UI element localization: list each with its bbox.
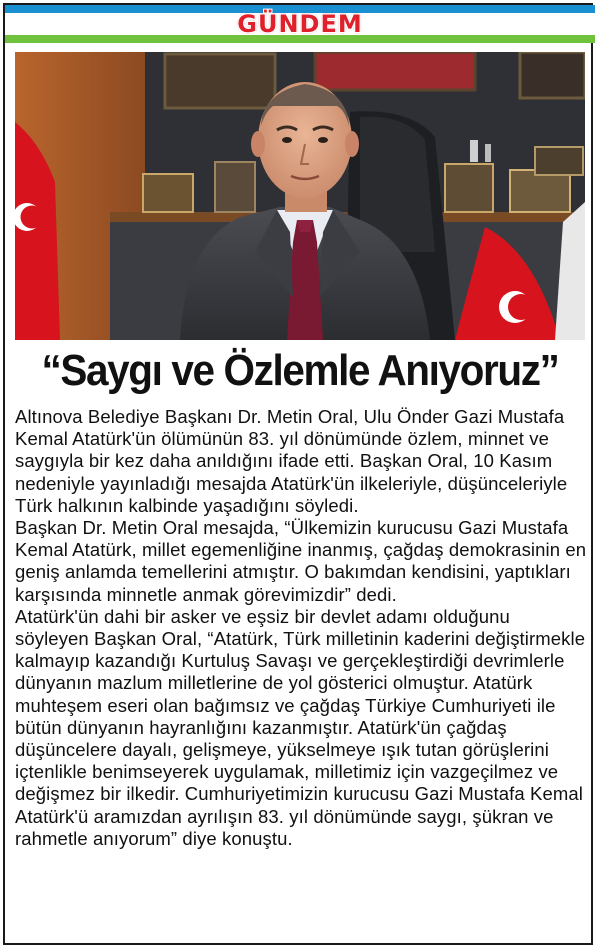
section-title: GÜNDEM (237, 10, 363, 38)
article-headline: “Saygı ve Özlemle Anıyoruz” (41, 346, 559, 395)
section-header (5, 5, 595, 43)
article-paragraph: Atatürk'ün dahi bir asker ve eşsiz bir devlet adamı olduğunu söyleyen Başkan Oral, “Atatürk, Türk milletinin kaderini değiştirmekle kalmayıp kazandığı Kurtuluş Savaşı ve gerçekleştirdiği devrimlerle dünyanın mazlum milletlerine de yol gösterici olmuştur. Atatürk muhteşem eseri olan bağımsız ve çağdaş Türkiye Cumhuriyeti ile bütün dünyanın hayranlığını kazanmıştır. Atatürk'ün çağdaş düşüncelere dayalı, gelişmeye, yükselmeye ışık tutan görüşlerini içtenlikle benimseyerek uygulamak, milletimiz için vazgeçilmez ve değişmez bir ilkedir. Cumhuriyetimizin kurucusu Gazi Mustafa Kemal Atatürk'ü aramızdan ayrılışın 83. yıl dönümünde saygı, şükran ve rahmetle anıyorum” diye konuştu. (15, 605, 586, 849)
article-body (15, 406, 587, 850)
article-photo (15, 52, 585, 340)
article-paragraph: Altınova Belediye Başkanı Dr. Metin Oral, Ulu Önder Gazi Mustafa Kemal Atatürk'ün ölümünün 83. yıl dönümünde özlem, minnet ve saygıyla bir kez daha anıldığını ifade etti. Başkan Oral, 10 Kasım nedeniyle yayınladığı mesajda Atatürk'ün ilkeleriyle, düşünceleriyle Türk halkının kalbinde yaşadığını söyledi. (15, 406, 568, 516)
article-paragraph: Başkan Dr. Metin Oral mesajda, “Ülkemizin kurucusu Gazi Mustafa Kemal Atatürk, millet egemenliğine inanmış, çağdaş demokrasinin en geniş anlamda temellerini atmıştır. O bakımdan kendisini, yaptıkları karşısında minnetle anmak görevimizdir” dedi. (15, 517, 587, 605)
